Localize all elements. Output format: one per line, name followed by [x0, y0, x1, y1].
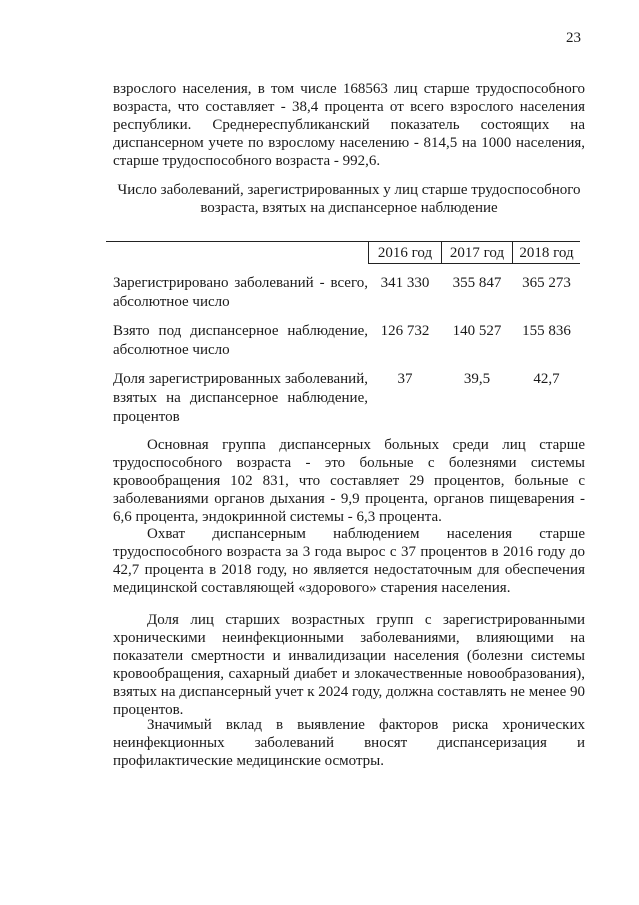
- table-cell: 355 847: [452, 275, 502, 291]
- table-cell: 365 273: [522, 275, 571, 291]
- table-cell: 155 836: [522, 323, 571, 339]
- table-header-bottom-rule: [368, 263, 580, 264]
- table-caption: Число заболеваний, зарегистрированных у лиц старше трудоспособного возраста, взятых на диспансерное наблюдение: [117, 182, 581, 216]
- table-cell: 126 732: [380, 323, 430, 339]
- body-paragraph: Значимый вклад в выявление факторов риска хронических неинфекционных заболеваний вносят диспансеризация и профилактические медицинские осмотры.: [113, 717, 585, 769]
- table-row-label: Доля зарегистрированных заболеваний, взятых на диспансерное наблюдение, процентов: [113, 371, 368, 425]
- table-cell: 341 330: [380, 275, 430, 291]
- intro-paragraph: взрослого населения, в том числе 168563 лиц старше трудоспособного возраста, что составляет - 38,4 процента от всего взрослого населения республики. Среднереспубликанский показатель состоящих на диспансерном учете по взрослому населению - 814,5 на 1000 населения, старше трудоспособного возраста - 992,6.: [113, 81, 585, 169]
- table-top-rule: [106, 241, 580, 242]
- body-paragraph: Доля лиц старших возрастных групп с зарегистрированными хроническими неинфекционными заболеваниями, влияющими на показатели смертности и инвалидизации населения (болезни системы кровообращения, сахарный диабет и злокачественные новообразования), взятых на диспансерный учет к 2024 году, должна составлять не менее 90 процентов.: [113, 612, 585, 718]
- body-paragraph: Охват диспансерным наблюдением населения старше трудоспособного возраста за 3 года вырос с 37 процентов в 2016 году до 42,7 процента в 2018 году, но является недостаточным для обеспечения медицинской составляющей «здорового» старения населения.: [113, 526, 585, 596]
- page-number: 23: [566, 30, 581, 46]
- table-cell: 42,7: [533, 371, 560, 387]
- table-row-label: Взято под диспансерное наблюдение, абсолютное число: [113, 323, 368, 358]
- body-paragraph: Основная группа диспансерных больных среди лиц старше трудоспособного возраста - это больные с болезнями системы кровообращения 102 831, что составляет 29 процентов, больные с заболеваниями органов дыхания - 9,9 процента, органов пищеварения - 6,6 процента, эндокринной системы - 6,3 процента.: [113, 437, 585, 525]
- table-cell: 39,5: [463, 371, 491, 387]
- table-cell: 140 527: [452, 323, 502, 339]
- column-header: 2017 год: [449, 245, 505, 261]
- column-header: 2018 год: [519, 245, 574, 261]
- table-row-label: Зарегистрировано заболеваний - всего, абсолютное число: [113, 275, 368, 310]
- column-header: 2016 год: [377, 245, 433, 261]
- table-cell: 37: [397, 371, 413, 387]
